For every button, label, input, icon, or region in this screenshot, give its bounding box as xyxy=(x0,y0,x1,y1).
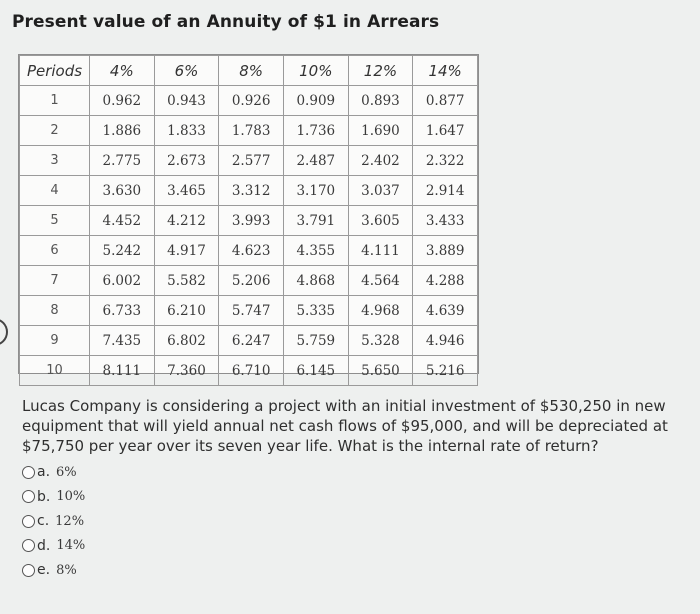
option-a[interactable] xyxy=(22,460,85,485)
factor-cell: 5.328 xyxy=(348,326,413,356)
period-cell: 5 xyxy=(20,206,90,236)
table-row xyxy=(20,296,478,326)
table-row xyxy=(20,356,478,386)
factor-cell: 4.946 xyxy=(413,326,478,356)
option-text: 10% xyxy=(56,489,86,505)
period-cell: 2 xyxy=(20,116,90,146)
factor-cell: 6.733 xyxy=(90,296,155,326)
period-cell: 4 xyxy=(20,176,90,206)
factor-cell: 2.775 xyxy=(90,146,155,176)
factor-cell: 4.623 xyxy=(219,236,284,266)
option-text: 12% xyxy=(55,513,85,529)
table-title: Present value of an Annuity of $1 in Arrears xyxy=(12,12,440,32)
factor-cell: 4.355 xyxy=(283,236,348,266)
factor-cell: 4.968 xyxy=(348,296,413,326)
factor-cell: 8.111 xyxy=(90,356,155,386)
header-rate-10: 10% xyxy=(283,56,348,86)
factor-cell: 4.212 xyxy=(154,206,219,236)
factor-cell: 5.759 xyxy=(283,326,348,356)
factor-cell: 3.433 xyxy=(413,206,478,236)
factor-cell: 4.288 xyxy=(413,266,478,296)
table-header-row xyxy=(20,56,478,86)
factor-cell: 4.111 xyxy=(348,236,413,266)
factor-cell: 6.210 xyxy=(154,296,219,326)
period-cell: 1 xyxy=(20,86,90,116)
option-e[interactable] xyxy=(22,558,85,583)
option-d[interactable] xyxy=(22,534,85,559)
table-row xyxy=(20,326,478,356)
factor-cell: 7.360 xyxy=(154,356,219,386)
table-row xyxy=(20,116,478,146)
factor-cell: 3.605 xyxy=(348,206,413,236)
option-letter: a. xyxy=(37,464,51,481)
factor-cell: 6.145 xyxy=(283,356,348,386)
factor-cell: 2.402 xyxy=(348,146,413,176)
factor-cell: 0.962 xyxy=(90,86,155,116)
question-text: Lucas Company is considering a project with an initial investment of $530,250 in new equipment that will yield annual net cash flows of $95,000, and will be depreciated at $75,750 per year over its seven year life. What is the internal rate of return? xyxy=(22,397,668,455)
factor-cell: 6.247 xyxy=(219,326,284,356)
header-rate-12: 12% xyxy=(348,56,413,86)
period-cell: 3 xyxy=(20,146,90,176)
factor-cell: 2.577 xyxy=(219,146,284,176)
factor-cell: 1.783 xyxy=(219,116,284,146)
factor-cell: 5.335 xyxy=(283,296,348,326)
factor-cell: 1.833 xyxy=(154,116,219,146)
header-rate-14: 14% xyxy=(413,56,478,86)
page-edge-mark xyxy=(0,318,8,346)
annuity-table-container xyxy=(18,54,479,379)
option-letter: b. xyxy=(37,488,51,505)
table-row xyxy=(20,146,478,176)
option-text: 8% xyxy=(56,562,77,578)
radio-button[interactable] xyxy=(22,466,35,479)
factor-cell: 6.802 xyxy=(154,326,219,356)
factor-cell: 3.889 xyxy=(413,236,478,266)
table-row xyxy=(20,206,478,236)
factor-cell: 4.452 xyxy=(90,206,155,236)
factor-cell: 2.322 xyxy=(413,146,478,176)
factor-cell: 2.673 xyxy=(154,146,219,176)
annuity-table xyxy=(19,55,478,386)
factor-cell: 1.647 xyxy=(413,116,478,146)
header-rate-8: 8% xyxy=(219,56,284,86)
option-letter: c. xyxy=(37,513,50,530)
factor-cell: 4.917 xyxy=(154,236,219,266)
period-cell: 7 xyxy=(20,266,90,296)
factor-cell: 1.736 xyxy=(283,116,348,146)
table-row xyxy=(20,176,478,206)
factor-cell: 0.926 xyxy=(219,86,284,116)
factor-cell: 0.943 xyxy=(154,86,219,116)
radio-button[interactable] xyxy=(22,564,35,577)
header-rate-4: 4% xyxy=(90,56,155,86)
factor-cell: 1.690 xyxy=(348,116,413,146)
period-cell: 6 xyxy=(20,236,90,266)
factor-cell: 7.435 xyxy=(90,326,155,356)
factor-cell: 3.791 xyxy=(283,206,348,236)
factor-cell: 5.206 xyxy=(219,266,284,296)
factor-cell: 5.242 xyxy=(90,236,155,266)
factor-cell: 4.639 xyxy=(413,296,478,326)
option-c[interactable] xyxy=(22,509,85,534)
radio-button[interactable] xyxy=(22,515,35,528)
factor-cell: 4.868 xyxy=(283,266,348,296)
option-letter: e. xyxy=(37,562,51,579)
factor-cell: 0.877 xyxy=(413,86,478,116)
factor-cell: 3.312 xyxy=(219,176,284,206)
option-b[interactable] xyxy=(22,485,85,510)
period-cell: 9 xyxy=(20,326,90,356)
factor-cell: 2.487 xyxy=(283,146,348,176)
factor-cell: 5.216 xyxy=(413,356,478,386)
factor-cell: 6.002 xyxy=(90,266,155,296)
table-row xyxy=(20,236,478,266)
factor-cell: 6.710 xyxy=(219,356,284,386)
factor-cell: 2.914 xyxy=(413,176,478,206)
radio-button[interactable] xyxy=(22,490,35,503)
factor-cell: 1.886 xyxy=(90,116,155,146)
factor-cell: 0.909 xyxy=(283,86,348,116)
factor-cell: 3.630 xyxy=(90,176,155,206)
factor-cell: 3.993 xyxy=(219,206,284,236)
factor-cell: 0.893 xyxy=(348,86,413,116)
option-text: 14% xyxy=(56,538,86,554)
table-row xyxy=(20,86,478,116)
header-periods: Periods xyxy=(20,56,90,86)
factor-cell: 4.564 xyxy=(348,266,413,296)
factor-cell: 5.582 xyxy=(154,266,219,296)
factor-cell: 3.465 xyxy=(154,176,219,206)
table-row xyxy=(20,266,478,296)
option-text: 6% xyxy=(56,464,77,480)
radio-button[interactable] xyxy=(22,539,35,552)
header-rate-6: 6% xyxy=(154,56,219,86)
option-letter: d. xyxy=(37,537,51,554)
factor-cell: 3.037 xyxy=(348,176,413,206)
factor-cell: 5.747 xyxy=(219,296,284,326)
period-cell: 8 xyxy=(20,296,90,326)
factor-cell: 5.650 xyxy=(348,356,413,386)
answer-options xyxy=(22,460,85,583)
period-cell: 10 xyxy=(20,356,90,386)
factor-cell: 3.170 xyxy=(283,176,348,206)
